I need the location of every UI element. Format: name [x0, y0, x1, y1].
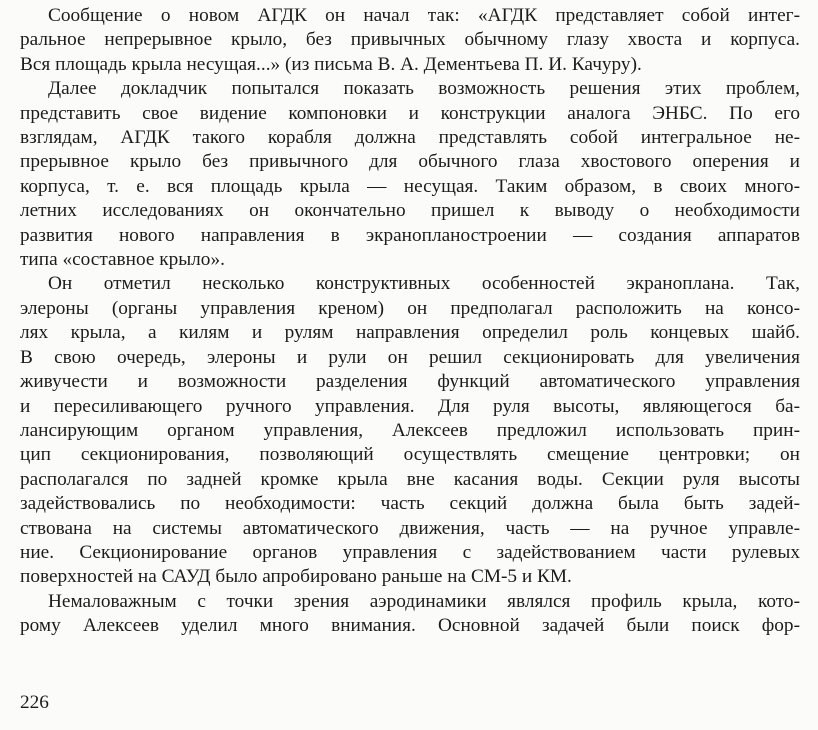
paragraph-2 [20, 77, 800, 272]
text-line: типа «составное крыло». [20, 249, 225, 271]
text-line: элероны (органы управления креном) он предполагал расположить на консо- [20, 297, 800, 319]
text-line: летних исследованиях он окончательно пришел к выводу о необходимости [20, 200, 800, 222]
text-line: развития нового направления в экранопланостроении — создания аппаратов [20, 224, 800, 246]
paragraph-3 [20, 272, 800, 589]
text-line: представить свое видение компоновки и конструкции аналога ЭНБС. По его [20, 102, 800, 124]
page-number: 226 [20, 692, 49, 713]
text-line: взглядам, АГДК такого корабля должна представлять собой интегральное не- [20, 127, 800, 149]
text-line: лях крыла, а килям и рулям направления определил роль концевых шайб. [20, 322, 800, 344]
text-line: рому Алексеев уделил много внимания. Основной задачей были поиск фор- [20, 615, 800, 637]
text-line: Сообщение о новом АГДК он начал так: «АГДК представляет собой интег- [48, 5, 800, 26]
text-line: живучести и возможности разделения функций автоматического управления [20, 371, 800, 393]
paragraph-4 [20, 590, 800, 639]
text-line: задействовались по необходимости: часть секций должна была быть задей- [20, 493, 800, 515]
text-line: цип секционирования, позволяющий осуществлять смещение центровки; он [20, 444, 800, 466]
text-line: Далее докладчик попытался показать возможность решения этих проблем, [48, 78, 800, 100]
page-text [20, 4, 800, 639]
text-line: располагался по задней кромке крыла вне касания воды. Секции руля высоты [20, 468, 800, 490]
text-line: корпуса, т. е. вся площадь крыла — несущая. Таким образом, в своих много- [20, 175, 800, 197]
text-line: поверхностей на САУД было апробировано раньше на СМ-5 и КМ. [20, 566, 572, 588]
text-line: Он отметил несколько конструктивных особенностей экраноплана. Так, [48, 273, 800, 295]
text-line: и пересиливающего ручного управления. Для руля высоты, являющегося ба- [20, 395, 800, 417]
paragraph-1 [20, 4, 800, 77]
text-line: ральное непрерывное крыло, без привычных обычному глазу хвоста и корпуса. [20, 29, 800, 51]
text-line: лансирующим органом управления, Алексеев предложил использовать прин- [20, 419, 800, 441]
text-line: Вся площадь крыла несущая...» (из письма В. А. Дементьева П. И. Качуру). [20, 53, 642, 75]
text-line: ние. Секционирование органов управления с задействованием части рулевых [20, 541, 800, 563]
text-line: ствована на системы автоматического движения, часть — на ручное управле- [20, 517, 800, 539]
text-line: Немаловажным с точки зрения аэродинамики являлся профиль крыла, кото- [48, 590, 800, 612]
text-line: прерывное крыло без привычного для обычного глаза хвостового оперения и [20, 151, 800, 173]
text-line: В свою очередь, элероны и рули он решил секционировать для увеличения [20, 346, 800, 368]
